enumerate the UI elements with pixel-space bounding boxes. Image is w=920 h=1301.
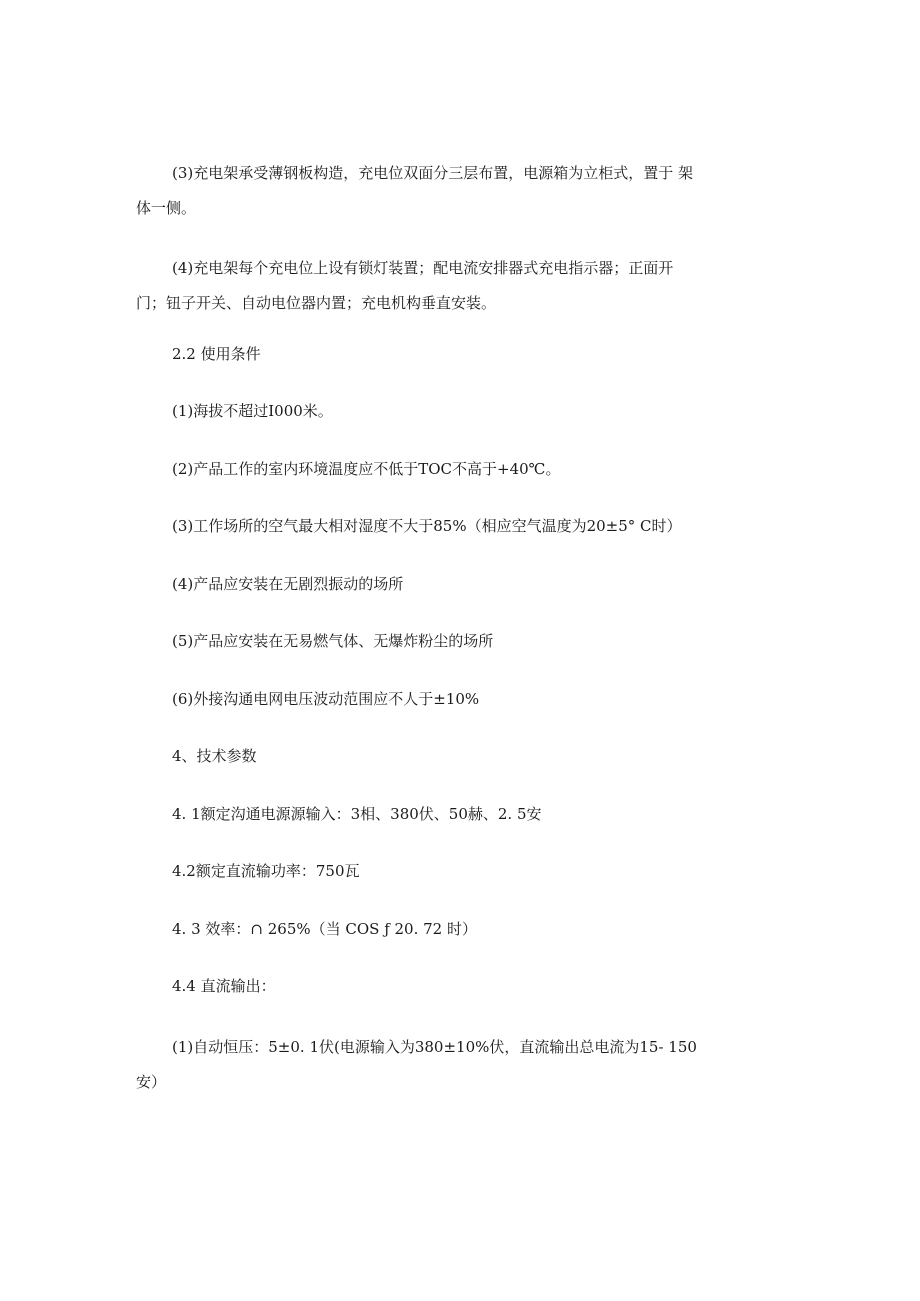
paragraph-charging-position-devices xyxy=(136,251,772,321)
param-rated-dc-power xyxy=(172,864,772,879)
condition-altitude xyxy=(172,404,772,419)
text-line: 4.2额定直流输功率：750瓦 xyxy=(172,862,360,880)
text-line: 安） xyxy=(136,1073,167,1091)
text-line: (6)外接沟通电网电压波动范围应不人于±10% xyxy=(172,690,480,708)
text-line: 4. 1额定沟通电源源输入：3相、380伏、50赫、2. 5安 xyxy=(172,805,542,823)
param-rated-ac-input xyxy=(172,807,772,822)
text-line: 体一侧。 xyxy=(136,199,197,217)
section-heading-technical-parameters xyxy=(172,749,772,764)
condition-flammable-gas xyxy=(172,634,772,649)
text-line: (4)充电架每个充电位上设有锁灯装置；配电流安排器式充电指示器；正面开 xyxy=(172,259,674,277)
text-line: 4.4 直流输出： xyxy=(172,977,276,995)
text-line: (3)工作场所的空气最大相对湿度不大于85%（相应空气温度为20±5° C时） xyxy=(172,517,682,535)
condition-vibration xyxy=(172,577,772,592)
param-dc-output-heading xyxy=(172,979,772,994)
text-line: 4、技术参数 xyxy=(172,747,257,765)
param-auto-constant-voltage xyxy=(136,1030,772,1100)
text-line: 门；钮子开关、自动电位器内置；充电机构垂直安装。 xyxy=(136,294,497,312)
condition-humidity xyxy=(172,519,772,534)
text-line: (1)海拔不超过I000米。 xyxy=(172,402,333,420)
text-line: (2)产品工作的室内环境温度应不低于TOC不高于+40℃。 xyxy=(172,460,561,478)
paragraph-charging-rack-structure xyxy=(136,156,772,226)
section-heading-usage-conditions xyxy=(172,347,772,362)
text-line: (5)产品应安装在无易燃气体、无爆炸粉尘的场所 xyxy=(172,632,494,650)
condition-voltage-fluctuation xyxy=(172,692,772,707)
text-line: (1)自动恒压：5±0. 1伏(电源输入为380±10%伏，直流输出总电流为15- 150 xyxy=(172,1038,697,1056)
condition-temperature xyxy=(172,462,772,477)
param-efficiency xyxy=(172,922,772,937)
text-line: 2.2 使用条件 xyxy=(172,345,261,363)
text-line: 4. 3 效率：∩ 265%（当 COS ƒ 20. 72 时） xyxy=(172,920,477,938)
text-line: (3)充电架承受薄钢板构造，充电位双面分三层布置，电源箱为立柜式，置于 架 xyxy=(172,164,694,182)
text-line: (4)产品应安装在无剧烈振动的场所 xyxy=(172,575,404,593)
